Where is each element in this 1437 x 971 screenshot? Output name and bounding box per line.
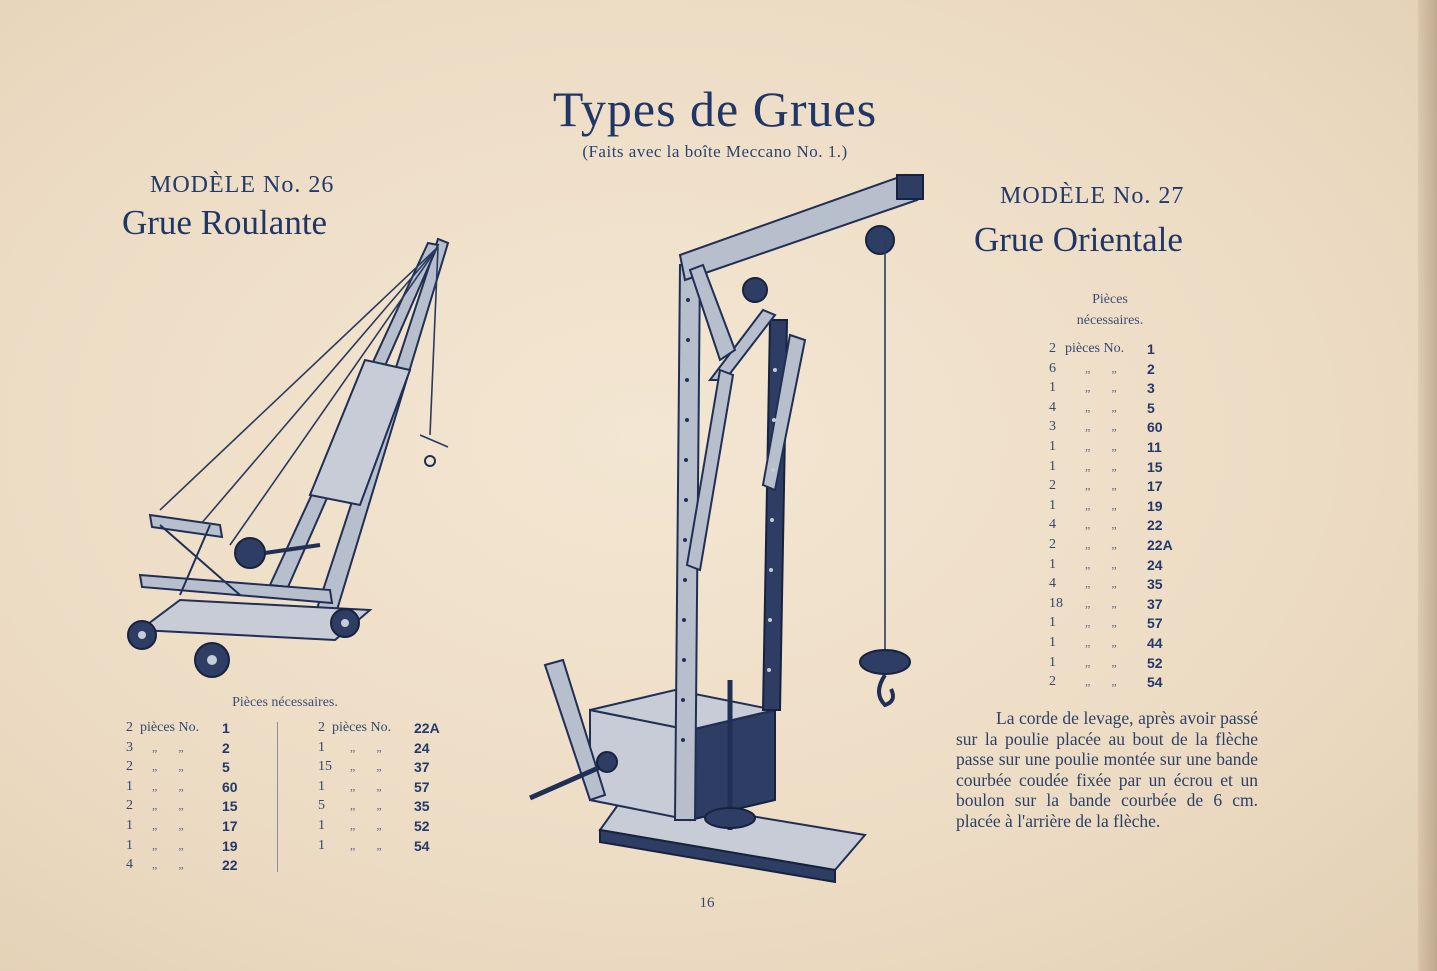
parts-quantity: 1: [1049, 556, 1056, 572]
parts-label: „ „: [350, 778, 382, 793]
parts-number: 5: [222, 759, 230, 776]
parts-number: 52: [414, 817, 430, 834]
parts-row: [1049, 635, 1179, 655]
parts-number: 1: [1147, 341, 1155, 357]
parts-row: [126, 818, 266, 838]
parts-row: [126, 720, 266, 740]
parts-quantity: 1: [1049, 438, 1056, 454]
parts-quantity: 4: [1049, 517, 1056, 533]
parts-number: 24: [1147, 556, 1163, 573]
parts-row: [318, 798, 458, 818]
parts-number: 57: [414, 778, 430, 795]
parts-row: [1049, 537, 1179, 557]
model-26-pieces-heading: Pièces nécessaires.: [232, 695, 338, 710]
parts-number: 15: [222, 798, 238, 815]
parts-label: „ „: [152, 798, 184, 813]
parts-quantity: 2: [126, 720, 133, 735]
parts-number: 19: [1147, 497, 1163, 514]
parts-label: pièces No.: [1065, 341, 1125, 356]
parts-quantity: 4: [1049, 576, 1056, 592]
parts-label: „ „: [1085, 576, 1117, 591]
parts-quantity: 2: [1049, 341, 1056, 356]
parts-row: [318, 838, 458, 858]
parts-number: 22: [1147, 517, 1163, 534]
parts-quantity: 4: [126, 857, 133, 873]
parts-row: [126, 740, 266, 760]
parts-row: [1049, 341, 1179, 361]
parts-quantity: 4: [1049, 399, 1056, 415]
parts-number: 37: [1147, 595, 1163, 612]
parts-quantity: 1: [126, 817, 133, 833]
parts-label: „ „: [152, 778, 184, 793]
parts-number: 11: [1147, 438, 1162, 455]
parts-row: [318, 720, 458, 740]
parts-label: „ „: [1085, 674, 1117, 689]
parts-label: pièces No.: [140, 720, 200, 735]
parts-number: 15: [1147, 458, 1163, 475]
parts-number: 35: [414, 798, 430, 815]
parts-label: „ „: [152, 739, 184, 754]
parts-quantity: 2: [1049, 478, 1056, 494]
parts-quantity: 1: [1049, 634, 1056, 650]
parts-number: 35: [1147, 576, 1163, 593]
parts-quantity: 18: [1049, 595, 1063, 611]
parts-label: „ „: [152, 759, 184, 774]
parts-row: [1049, 498, 1179, 518]
parts-number: 60: [1147, 419, 1163, 436]
parts-number: 57: [1147, 615, 1163, 632]
parts-number: 2: [1147, 360, 1155, 377]
parts-row: [1049, 361, 1179, 381]
parts-label: „ „: [350, 739, 382, 754]
parts-label: „ „: [152, 817, 184, 832]
page-subtitle: (Faits avec la boîte Meccano No. 1.): [582, 142, 848, 161]
parts-row: [318, 759, 458, 779]
parts-quantity: 1: [318, 817, 325, 833]
parts-quantity: 1: [126, 778, 133, 794]
parts-label: „ „: [1085, 399, 1117, 414]
parts-quantity: 1: [1049, 615, 1056, 631]
parts-label: „ „: [152, 857, 184, 872]
parts-row: [1049, 439, 1179, 459]
parts-number: 44: [1147, 634, 1163, 651]
parts-label: „ „: [350, 817, 382, 832]
parts-row: [1049, 674, 1179, 694]
parts-quantity: 2: [1049, 536, 1056, 552]
parts-number: 24: [414, 739, 430, 756]
parts-label: „ „: [350, 759, 382, 774]
model-26-name: Grue Roulante: [122, 203, 328, 242]
parts-row: [1049, 459, 1179, 479]
parts-row: [1049, 596, 1179, 616]
parts-number: 5: [1147, 399, 1155, 416]
model-27-label: MODÈLE No. 27: [1000, 183, 1185, 209]
parts-number: 54: [1147, 674, 1163, 691]
parts-label: „ „: [152, 837, 184, 852]
parts-quantity: 15: [318, 759, 332, 775]
parts-label: „ „: [1085, 654, 1117, 669]
parts-quantity: 2: [126, 759, 133, 775]
parts-label: „ „: [1085, 380, 1117, 395]
parts-quantity: 2: [1049, 674, 1056, 690]
parts-quantity: 1: [1049, 654, 1056, 670]
parts-row: [126, 857, 266, 877]
parts-row: [1049, 557, 1179, 577]
model-26-label: MODÈLE No. 26: [150, 172, 335, 198]
parts-number: 52: [1147, 654, 1163, 671]
parts-quantity: 6: [1049, 360, 1056, 376]
model-27-description: La corde de levage, après avoir passé sur la poulie placée au bout de la flèche passe sur une poulie montée sur une bande courbée coudée fixée par un écrou et un boulon sur la bande courbée de 6 cm. placée à l'arrière de la flèche.: [956, 708, 1258, 831]
parts-label: „ „: [1085, 615, 1117, 630]
parts-row: [1049, 576, 1179, 596]
parts-label: „ „: [1085, 595, 1117, 610]
parts-number: 19: [222, 837, 238, 854]
parts-label: „ „: [1085, 458, 1117, 473]
model-27-name: Grue Orientale: [974, 220, 1183, 259]
parts-quantity: 2: [318, 720, 325, 735]
parts-label: „ „: [1085, 556, 1117, 571]
parts-label: „ „: [1085, 517, 1117, 532]
parts-row: [1049, 517, 1179, 537]
parts-label: pièces No.: [332, 720, 392, 735]
parts-quantity: 1: [1049, 380, 1056, 396]
parts-number: 60: [222, 778, 238, 795]
parts-number: 37: [414, 759, 430, 776]
parts-row: [126, 759, 266, 779]
parts-row: [318, 740, 458, 760]
parts-number: 3: [1147, 380, 1155, 397]
parts-number: 17: [1147, 478, 1163, 495]
parts-row: [1049, 655, 1179, 675]
parts-label: „ „: [1085, 419, 1117, 434]
parts-row: [1049, 615, 1179, 635]
parts-number: 2: [222, 739, 230, 756]
parts-number: 1: [222, 720, 230, 736]
parts-row: [318, 779, 458, 799]
parts-label: „ „: [1085, 634, 1117, 649]
page-fold-shadow: [1418, 0, 1437, 971]
model-27-pieces-heading-line1: Pièces: [1092, 292, 1128, 307]
parts-label: „ „: [350, 837, 382, 852]
parts-quantity: 2: [126, 798, 133, 814]
parts-quantity: 1: [318, 739, 325, 755]
page-title: Types de Grues: [552, 81, 878, 137]
parts-quantity: 1: [1049, 458, 1056, 474]
parts-quantity: 3: [1049, 419, 1056, 435]
parts-label: „ „: [350, 798, 382, 813]
parts-row: [1049, 478, 1179, 498]
parts-row: [126, 779, 266, 799]
parts-row: [126, 838, 266, 858]
travelling-crane-illustration: [120, 235, 460, 685]
parts-label: „ „: [1085, 497, 1117, 512]
parts-quantity: 1: [318, 837, 325, 853]
parts-quantity: 1: [1049, 497, 1056, 513]
parts-number: 17: [222, 817, 238, 834]
parts-label: „ „: [1085, 438, 1117, 453]
parts-label: „ „: [1085, 478, 1117, 493]
parts-number: 22A: [1147, 536, 1173, 553]
page-number: 16: [699, 895, 715, 911]
parts-label: „ „: [1085, 536, 1117, 551]
model-27-parts-list: [1049, 341, 1179, 694]
parts-row: [318, 818, 458, 838]
parts-column-divider: [277, 722, 278, 872]
parts-quantity: 3: [126, 739, 133, 755]
parts-row: [1049, 380, 1179, 400]
model-26-parts-list-col2: [318, 720, 458, 857]
parts-quantity: 1: [318, 778, 325, 794]
model-26-parts-list-col1: [126, 720, 266, 877]
derrick-crane-illustration: [525, 170, 935, 885]
parts-quantity: 5: [318, 798, 325, 814]
parts-row: [1049, 419, 1179, 439]
parts-quantity: 1: [126, 837, 133, 853]
parts-number: 22A: [414, 720, 440, 736]
parts-number: 22: [222, 857, 238, 874]
parts-number: 54: [414, 837, 430, 854]
parts-row: [1049, 400, 1179, 420]
parts-row: [126, 798, 266, 818]
parts-label: „ „: [1085, 360, 1117, 375]
model-27-pieces-heading-line2: nécessaires.: [1076, 313, 1144, 328]
